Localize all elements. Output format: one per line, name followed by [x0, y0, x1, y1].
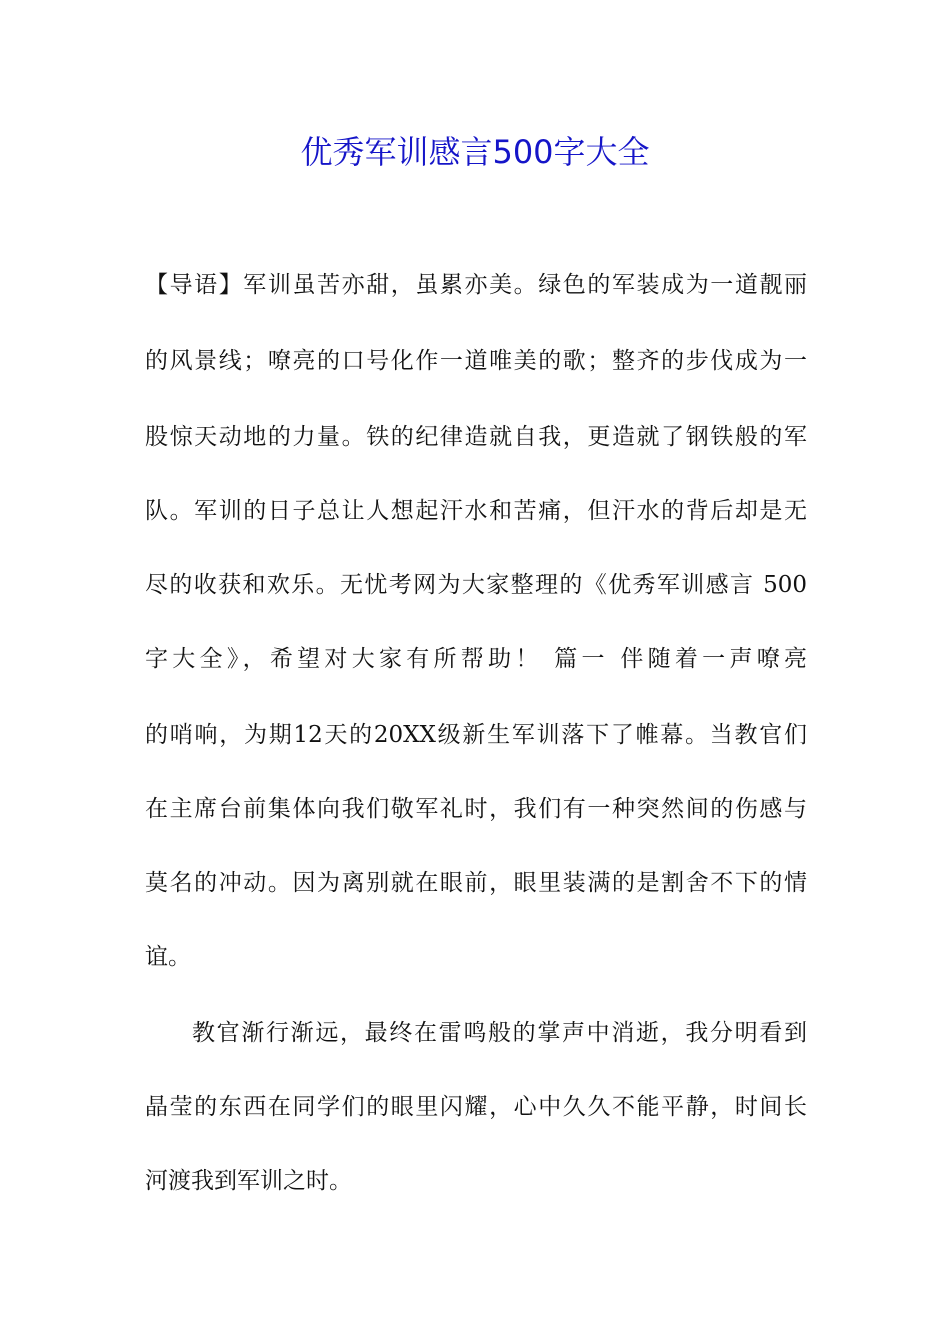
text-line: 河渡我到军训之时。	[145, 1168, 352, 1194]
text-line: 莫名的冲动。因为离别就在眼前，眼里装满的是割舍不下的情	[145, 870, 807, 896]
text-line: 的风景线；嘹亮的口号化作一道唯美的歌；整齐的步伐成为一	[145, 348, 807, 374]
text-line: 在主席台前集体向我们敬军礼时，我们有一种突然间的伤感与	[145, 796, 807, 822]
text-line: 【导语】军训虽苦亦甜，虽累亦美。绿色的军装成为一道靓丽	[145, 272, 807, 298]
text-line: 字大全》，希望对大家有所帮助！ 篇一 伴随着一声嘹亮	[145, 646, 807, 672]
text-line: 队。军训的日子总让人想起汗水和苦痛，但汗水的背后却是无	[145, 498, 807, 524]
text-line: 谊。	[145, 944, 191, 970]
text-line: 教官渐行渐远，最终在雷鸣般的掌声中消逝，我分明看到	[192, 1020, 807, 1046]
document-title: 优秀军训感言500字大全	[300, 133, 650, 171]
text-line: 的哨响，为期12天的20XX级新生军训落下了帷幕。当教官们	[145, 722, 807, 748]
text-line: 尽的收获和欢乐。无忧考网为大家整理的《优秀军训感言 500	[145, 572, 807, 598]
text-line: 股惊天动地的力量。铁的纪律造就自我，更造就了钢铁般的军	[145, 424, 807, 450]
text-line: 晶莹的东西在同学们的眼里闪耀，心中久久不能平静，时间长	[145, 1094, 807, 1120]
